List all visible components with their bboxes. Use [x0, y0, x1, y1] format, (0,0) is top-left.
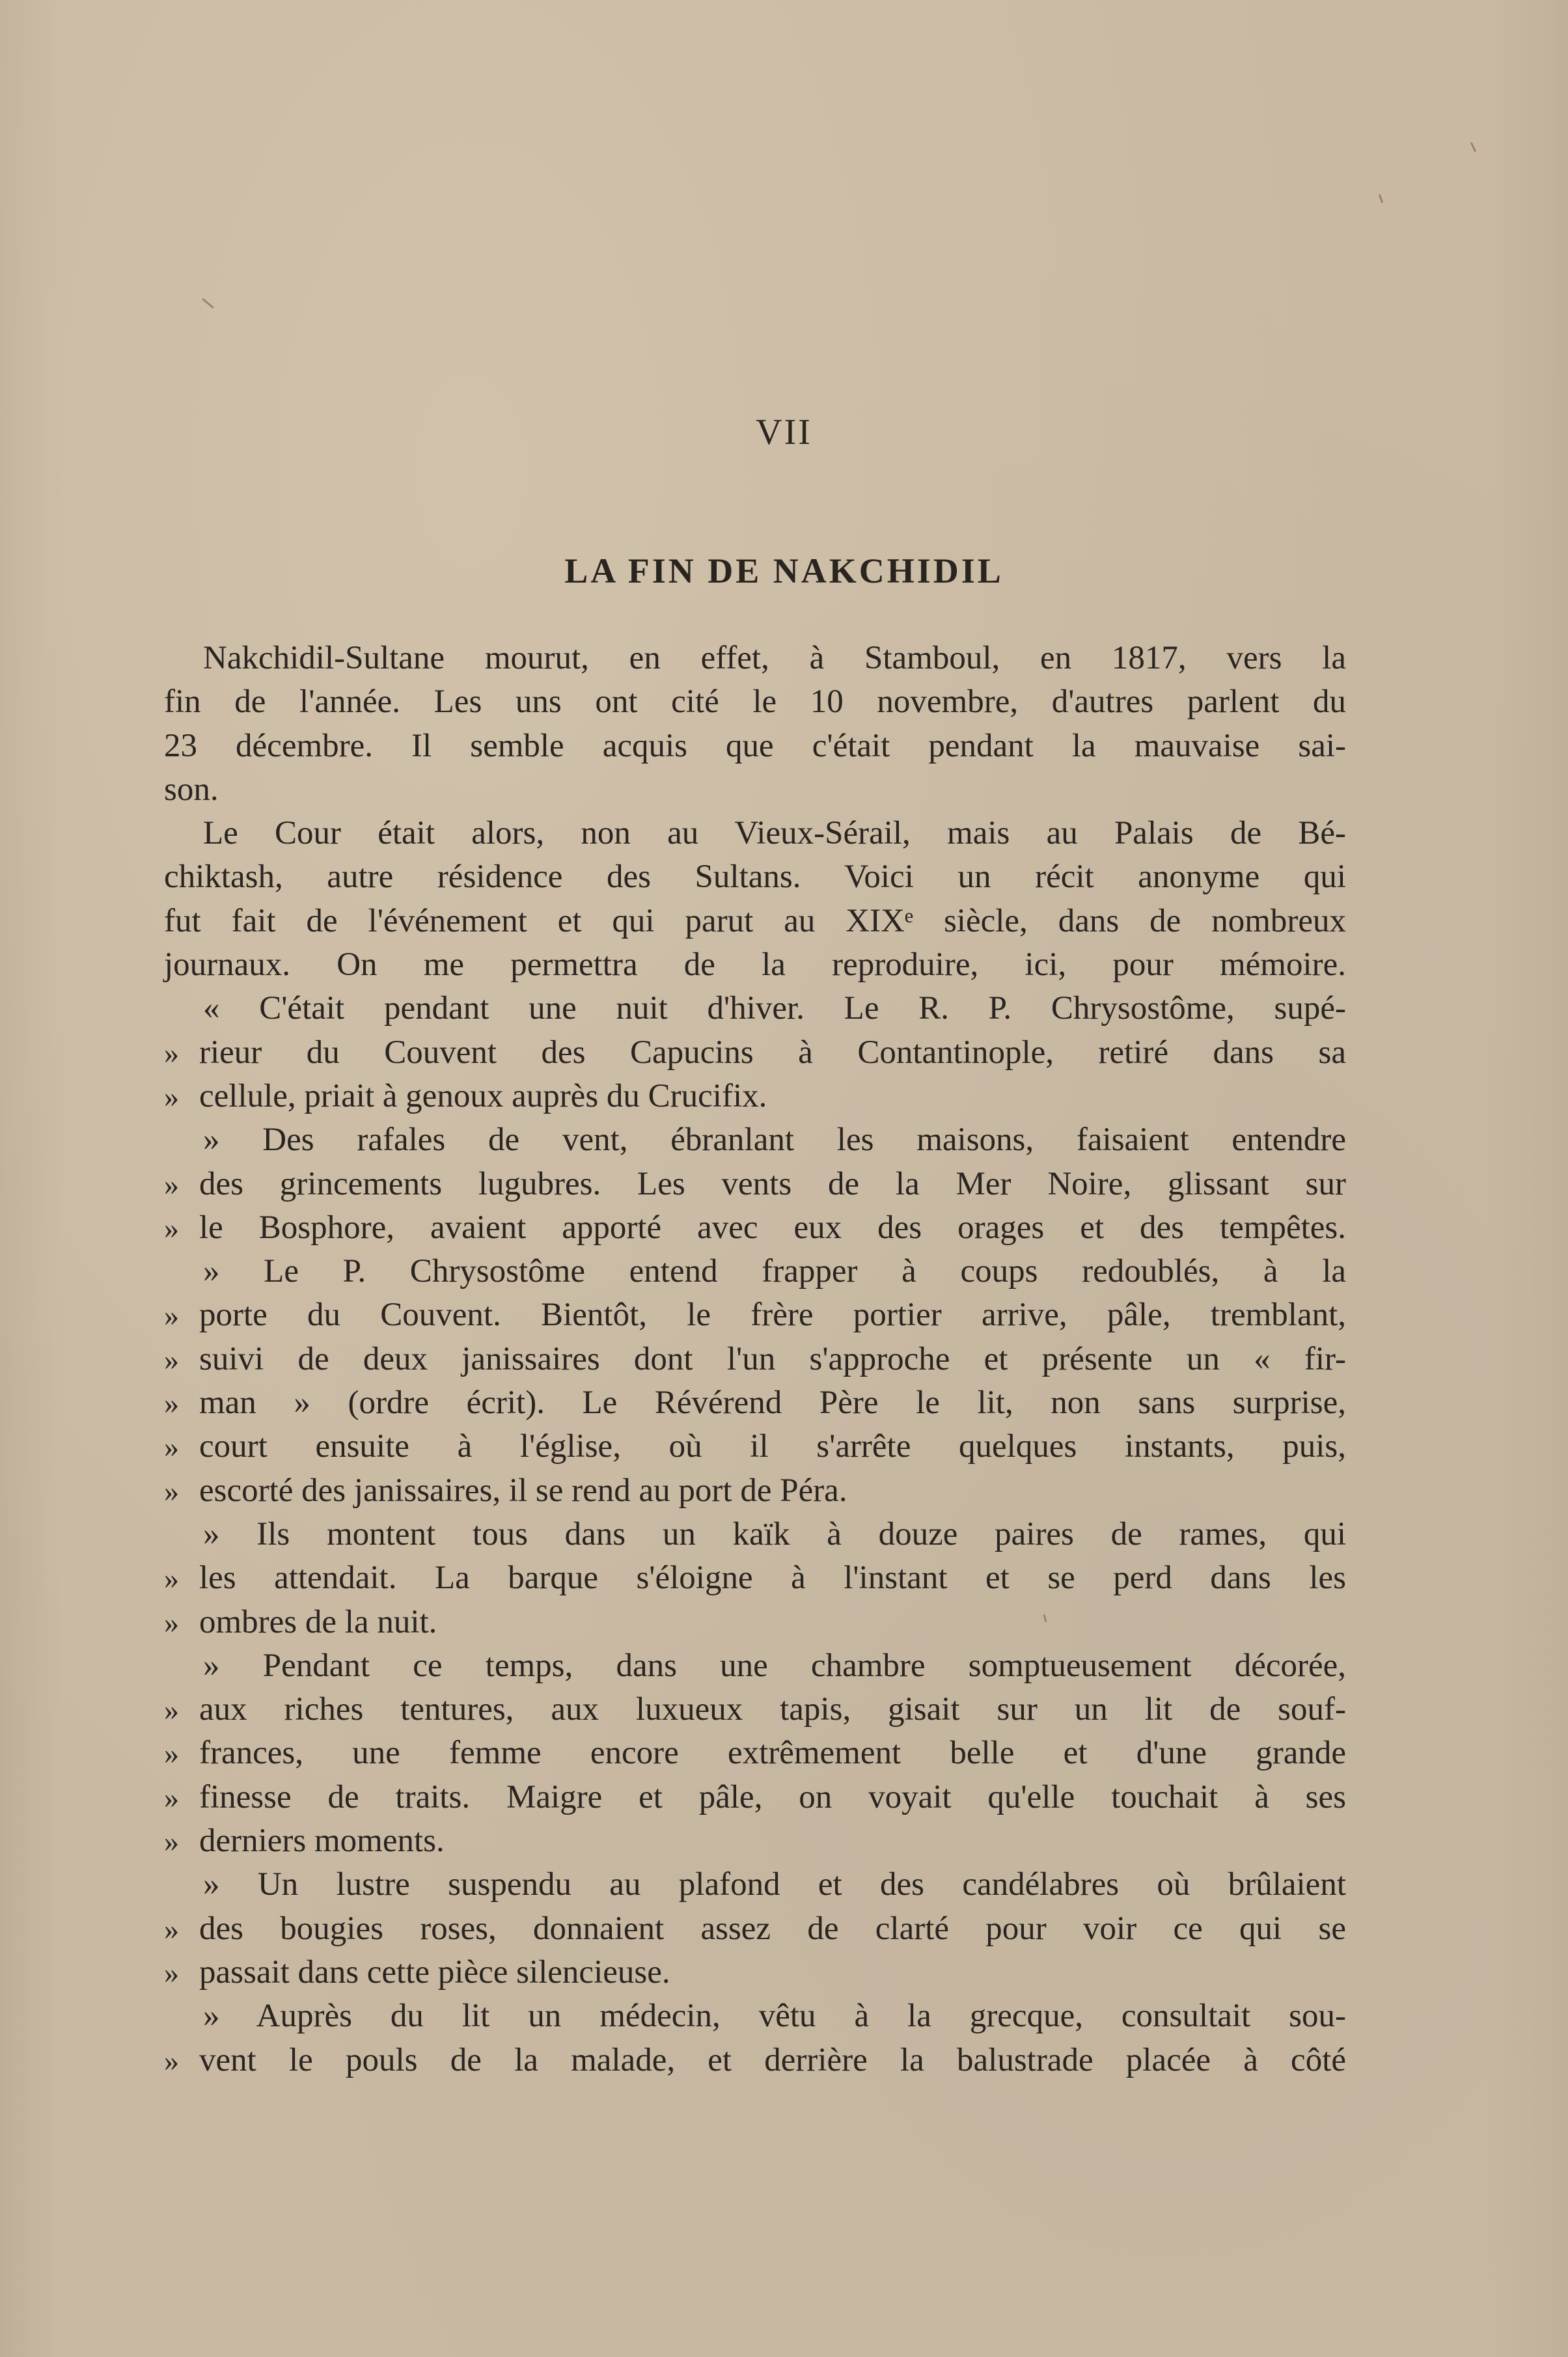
quote-continuation-mark: »: [164, 1780, 179, 1814]
text-line: [164, 1819, 1346, 1863]
text-line: [164, 768, 1346, 812]
quote-continuation-mark: »: [164, 1386, 179, 1420]
line-text: Nakchidil-Sultane mourut, en effet, à Stamboul, en 1817, vers la: [203, 640, 1346, 676]
text-line: [164, 987, 1346, 1030]
line-text: » Un lustre suspendu au plafond et des candélabres où brûlaient: [203, 1866, 1346, 1903]
line-text: des bougies roses, donnaient assez de clarté pour voir ce qui se: [199, 1910, 1346, 1947]
quote-continuation-mark: »: [164, 1430, 179, 1464]
quote-continuation-mark: »: [164, 1605, 179, 1639]
chapter-title: LA FIN DE NAKCHIDIL: [564, 551, 1004, 590]
chapter-number: VII: [756, 412, 812, 452]
quote-continuation-mark: »: [164, 1342, 179, 1376]
line-text: porte du Couvent. Bientôt, le frère portier arrive, pâle, tremblant,: [199, 1297, 1346, 1334]
line-text: les attendait. La barque s'éloigne à l'instant et se perd dans les: [199, 1560, 1346, 1597]
line-text: journaux. On me permettra de la reproduire, ici, pour mémoire.: [164, 946, 1346, 984]
line-text: vent le pouls de la malade, et derrière la balustrade placée à côté: [199, 2041, 1346, 2078]
line-text: son.: [164, 771, 219, 808]
quote-continuation-mark: »: [164, 1825, 179, 1858]
text-line: [164, 724, 1346, 768]
text-line: [164, 1469, 1346, 1513]
line-text: man » (ordre écrit). Le Révérend Père le lit, non sans surprise,: [199, 1385, 1346, 1422]
line-text: fin de l'année. Les uns ont cité le 10 novembre, d'autres parlent du: [164, 683, 1346, 721]
text-line: [164, 1513, 1346, 1556]
line-text: fut fait de l'événement et qui parut au XIXᵉ siècle, dans de nombreux: [164, 902, 1346, 939]
line-text: cellule, priait à genoux auprès du Crucifix.: [199, 1077, 767, 1114]
text-line: [164, 1118, 1346, 1162]
line-text: » Le P. Chrysostôme entend frapper à coups redoublés, à la: [203, 1253, 1346, 1290]
quote-continuation-mark: »: [164, 1737, 179, 1771]
line-text: » Auprès du lit un médecin, vêtu à la grecque, consultait sou-: [203, 1998, 1346, 2035]
text-line: [164, 1907, 1346, 1951]
line-text: » Des rafales de vent, ébranlant les maisons, faisaient entendre: [203, 1122, 1346, 1159]
line-text: rieur du Couvent des Capucins à Contantinople, retiré dans sa: [199, 1034, 1346, 1071]
line-text: finesse de traits. Maigre et pâle, on voyait qu'elle touchait à ses: [199, 1778, 1346, 1815]
text-line: [164, 1556, 1346, 1600]
quote-continuation-mark: »: [164, 1167, 179, 1201]
text-line: [164, 2039, 1346, 2082]
text-line: [164, 1863, 1346, 1907]
quote-continuation-mark: »: [164, 1299, 179, 1332]
quote-continuation-mark: »: [164, 1474, 179, 1508]
quote-continuation-mark: »: [164, 1693, 179, 1727]
quote-continuation-mark: »: [164, 1036, 179, 1069]
text-line: [164, 943, 1346, 987]
line-text: court ensuite à l'église, où il s'arrête quelques instants, puis,: [199, 1428, 1346, 1465]
quote-continuation-mark: »: [164, 2043, 179, 2077]
line-text: des grincements lugubres. Les vents de la Mer Noire, glissant sur: [199, 1165, 1346, 1202]
text-line: [164, 1338, 1346, 1381]
quote-continuation-mark: »: [164, 1211, 179, 1245]
text-line: [164, 1688, 1346, 1731]
line-text: escorté des janissaires, il se rend au port de Péra.: [199, 1472, 847, 1509]
line-text: derniers moments.: [199, 1823, 445, 1860]
paper-fleck: [1379, 194, 1384, 203]
line-text: suivi de deux janissaires dont l'un s'approche et présente un « fir-: [199, 1340, 1346, 1377]
line-text: chiktash, autre résidence des Sultans. Voici un récit anonyme qui: [164, 859, 1346, 896]
text-line: [164, 1425, 1346, 1468]
quote-continuation-mark: »: [164, 1955, 179, 1989]
line-text: Le Cour était alors, non au Vieux-Sérail, mais au Palais de Bé-: [203, 815, 1346, 852]
quote-continuation-mark: »: [164, 1912, 179, 1946]
text-line: [164, 680, 1346, 724]
text-line: [164, 637, 1346, 680]
line-text: 23 décembre. Il semble acquis que c'était pendant la mauvaise sai-: [164, 727, 1346, 764]
text-line: [164, 1206, 1346, 1250]
line-text: le Bosphore, avaient apporté avec eux des orages et des tempêtes.: [199, 1209, 1346, 1246]
text-line: [164, 1163, 1346, 1206]
text-line: [164, 1601, 1346, 1644]
text-line: [164, 1731, 1346, 1775]
text-line: [164, 1951, 1346, 1994]
text-line: [164, 812, 1346, 855]
text-line: [164, 1994, 1346, 2038]
text-line: [164, 1776, 1346, 1819]
quote-continuation-mark: »: [164, 1562, 179, 1595]
line-text: » Ils montent tous dans un kaïk à douze paires de rames, qui: [203, 1515, 1346, 1552]
line-text: passait dans cette pièce silencieuse.: [199, 1953, 670, 1991]
paper-fleck: [1470, 142, 1476, 152]
text-line: [164, 1293, 1346, 1337]
text-line: [164, 1075, 1346, 1118]
paper-fleck: [202, 298, 214, 309]
body-text: [164, 637, 1346, 2082]
line-text: ombres de la nuit.: [199, 1603, 437, 1640]
line-text: « C'était pendant une nuit d'hiver. Le R. P. Chrysostôme, supé-: [203, 990, 1346, 1027]
line-text: aux riches tentures, aux luxueux tapis, gisait sur un lit de souf-: [199, 1691, 1346, 1728]
line-text: frances, une femme encore extrêmement belle et d'une grande: [199, 1735, 1346, 1772]
text-line: [164, 1031, 1346, 1075]
line-text: » Pendant ce temps, dans une chambre somptueusement décorée,: [203, 1647, 1346, 1684]
text-line: [164, 900, 1346, 943]
text-line: [164, 1381, 1346, 1425]
quote-continuation-mark: »: [164, 1079, 179, 1113]
text-line: [164, 1644, 1346, 1688]
text-line: [164, 855, 1346, 899]
text-line: [164, 1250, 1346, 1293]
